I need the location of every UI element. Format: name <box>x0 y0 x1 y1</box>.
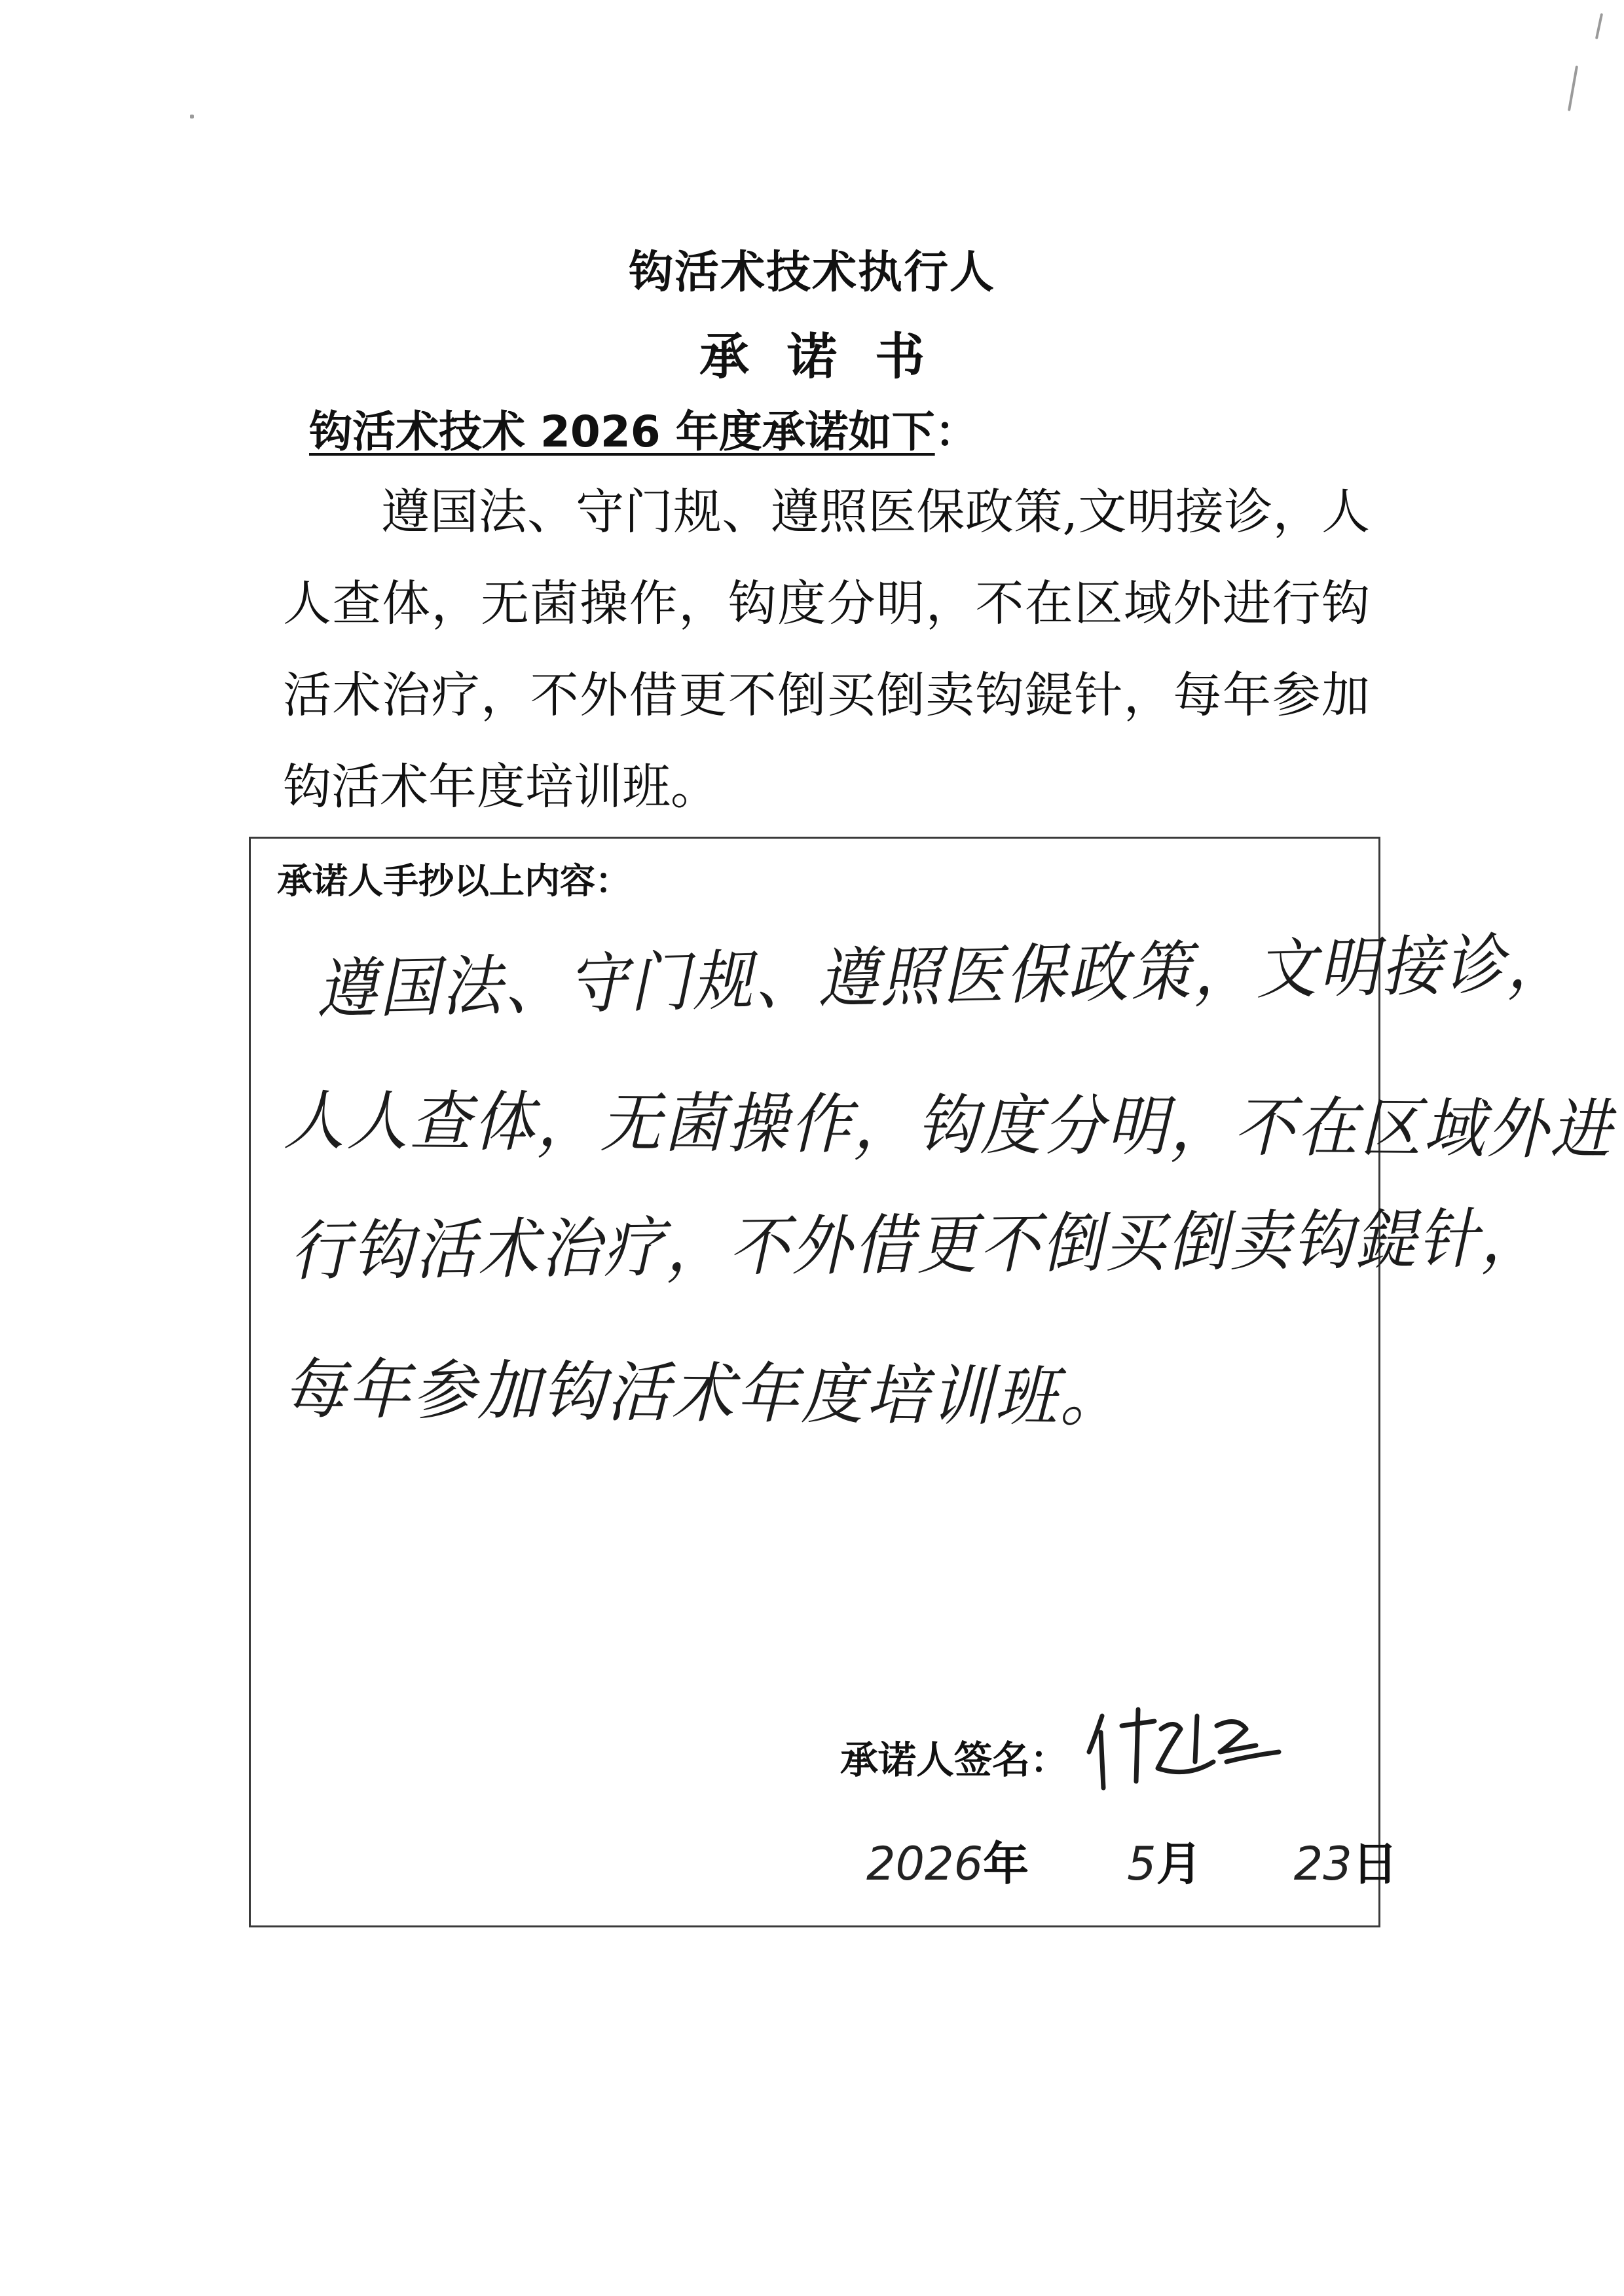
date-day: 23 <box>1293 1837 1352 1891</box>
intro-colon: ： <box>934 407 978 457</box>
handwritten-copy-box <box>249 837 1614 1927</box>
signature-label: 承诺人签名： <box>840 1738 1069 1782</box>
handwritten-line: 行钩活术治疗，不外借更不倒买倒卖钩鍉针， <box>289 1199 1544 1290</box>
pledge-body: 遵国法、守门规、遵照医保政策,文明接诊，人人查体，无菌操作，钩度分明，不在区域外进行钩活术治疗，不外借更不倒买倒卖钩鍉针，每年参加钩活术年度培训班。 <box>283 484 1370 815</box>
scan-mark <box>190 115 194 118</box>
handwritten-line: 遵国法、守门规、遵照医保政策，文明接诊， <box>315 924 1570 1028</box>
intro-line <box>309 397 978 459</box>
handwritten-line: 每年参加钩活术年度培训班。 <box>283 1351 1125 1436</box>
document-title: 钩活术技术执行人 <box>628 247 995 299</box>
scan-mark <box>1568 65 1578 111</box>
copy-box-label: 承诺人手抄以上内容： <box>277 860 631 902</box>
handwritten-signature <box>1082 1690 1292 1795</box>
scan-mark <box>1595 13 1603 39</box>
date-month: 5 <box>1127 1837 1156 1891</box>
handwritten-line: 人人查体，无菌操作，钩度分明，不在区域外进 <box>283 1082 1614 1169</box>
date-year-unit: 年 <box>983 1837 1029 1891</box>
document-subtitle: 承诺书 <box>699 327 963 386</box>
date-month-unit: 月 <box>1156 1837 1202 1891</box>
date-line <box>866 1827 1398 1893</box>
date-year: 2026 <box>866 1837 984 1891</box>
intro-text: 钩活术技术 2026 年度承诺如下 <box>309 407 935 457</box>
date-day-unit: 日 <box>1352 1837 1398 1891</box>
